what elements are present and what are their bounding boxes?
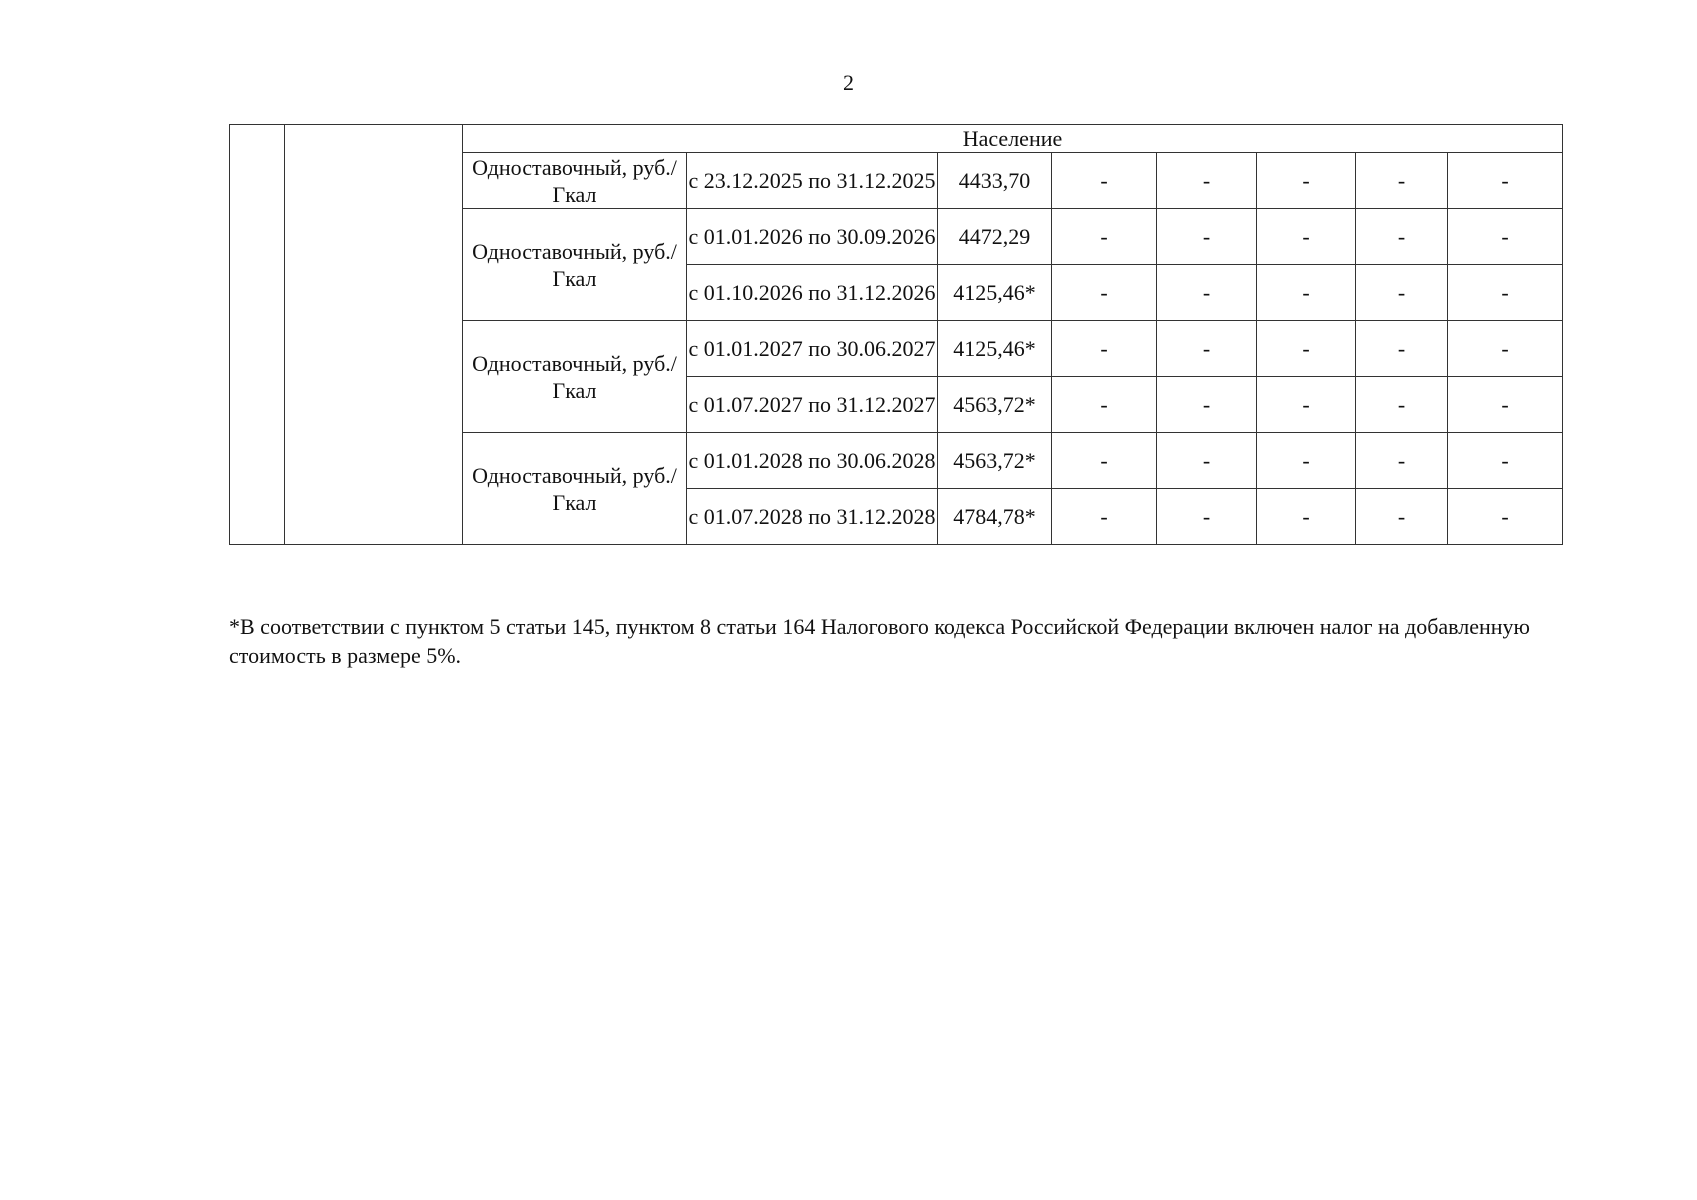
dash-cell: -	[1356, 377, 1448, 433]
blank-name-cell	[285, 125, 463, 545]
tariff-type-cell: Одноставочный, руб./Гкал	[463, 209, 687, 321]
blank-number-cell	[230, 125, 285, 545]
value-cell: 4125,46*	[938, 321, 1052, 377]
dash-cell: -	[1257, 489, 1356, 545]
dash-cell: -	[1157, 209, 1257, 265]
dash-cell: -	[1448, 153, 1563, 209]
value-cell: 4563,72*	[938, 377, 1052, 433]
dash-cell: -	[1052, 209, 1157, 265]
group-header-row	[230, 125, 1563, 153]
page-number: 2	[843, 70, 854, 95]
dash-cell: -	[1257, 265, 1356, 321]
period-cell: с 01.01.2028 по 30.06.2028	[687, 433, 938, 489]
dash-cell: -	[1257, 377, 1356, 433]
dash-cell: -	[1257, 433, 1356, 489]
dash-cell: -	[1257, 321, 1356, 377]
dash-cell: -	[1356, 153, 1448, 209]
value-cell: 4125,46*	[938, 265, 1052, 321]
dash-cell: -	[1448, 377, 1563, 433]
period-cell: с 01.07.2027 по 31.12.2027	[687, 377, 938, 433]
dash-cell: -	[1052, 377, 1157, 433]
dash-cell: -	[1448, 489, 1563, 545]
dash-cell: -	[1356, 433, 1448, 489]
dash-cell: -	[1157, 433, 1257, 489]
tariff-type-cell: Одноставочный, руб./Гкал	[463, 321, 687, 433]
dash-cell: -	[1356, 489, 1448, 545]
period-cell: с 23.12.2025 по 31.12.2025	[687, 153, 938, 209]
dash-cell: -	[1257, 153, 1356, 209]
dash-cell: -	[1052, 153, 1157, 209]
dash-cell: -	[1448, 321, 1563, 377]
dash-cell: -	[1448, 265, 1563, 321]
dash-cell: -	[1052, 433, 1157, 489]
dash-cell: -	[1448, 209, 1563, 265]
period-cell: с 01.01.2026 по 30.09.2026	[687, 209, 938, 265]
dash-cell: -	[1356, 209, 1448, 265]
period-cell: с 01.07.2028 по 31.12.2028	[687, 489, 938, 545]
dash-cell: -	[1448, 433, 1563, 489]
period-cell: с 01.01.2027 по 30.06.2027	[687, 321, 938, 377]
footnote: *В соответствии с пунктом 5 статьи 145, пунктом 8 статьи 164 Налогового кодекса Российской Федерации включен налог на добавленную стоимость в размере 5%.	[229, 614, 1530, 668]
dash-cell: -	[1052, 265, 1157, 321]
dash-cell: -	[1052, 489, 1157, 545]
dash-cell: -	[1157, 153, 1257, 209]
tariff-type-cell: Одноставочный, руб./Гкал	[463, 433, 687, 545]
dash-cell: -	[1356, 265, 1448, 321]
dash-cell: -	[1157, 265, 1257, 321]
dash-cell: -	[1257, 209, 1356, 265]
period-cell: с 01.10.2026 по 31.12.2026	[687, 265, 938, 321]
value-cell: 4433,70	[938, 153, 1052, 209]
group-header-cell: Население	[463, 125, 1563, 153]
tariff-table	[229, 124, 1563, 545]
value-cell: 4784,78*	[938, 489, 1052, 545]
dash-cell: -	[1052, 321, 1157, 377]
dash-cell: -	[1157, 377, 1257, 433]
tariff-type-cell: Одноставочный, руб./Гкал	[463, 153, 687, 209]
value-cell: 4472,29	[938, 209, 1052, 265]
dash-cell: -	[1157, 489, 1257, 545]
dash-cell: -	[1157, 321, 1257, 377]
dash-cell: -	[1356, 321, 1448, 377]
value-cell: 4563,72*	[938, 433, 1052, 489]
